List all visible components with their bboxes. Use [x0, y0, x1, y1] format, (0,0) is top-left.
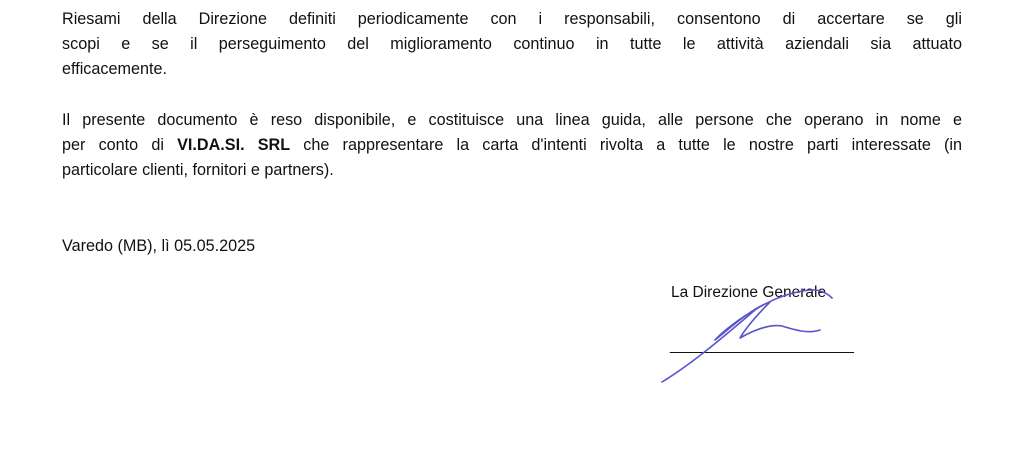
paragraph-riesami — [62, 7, 962, 82]
place-and-date: Varedo (MB), lì 05.05.2025 — [62, 237, 256, 255]
signature-title: La Direzione Generale — [671, 284, 827, 301]
company-name: VI.DA.SI. SRL — [177, 136, 291, 154]
text-segment: che rappresentare la carta d'intenti rivolta a tutte le nostre parti interessate (in — [290, 136, 962, 154]
paragraph-documento — [62, 108, 962, 183]
text-segment: per conto di — [62, 136, 178, 154]
paragraph-line: Il presente documento è reso disponibile, e costituisce una linea guida, alle persone che operano in nome e — [62, 111, 962, 129]
signature-underline: ________________________ — [670, 337, 853, 354]
paragraph-line: particolare clienti, fornitori e partners). — [62, 161, 334, 179]
paragraph-line: efficacemente. — [62, 60, 167, 78]
paragraph-line — [62, 133, 962, 158]
signature-block — [660, 280, 860, 390]
paragraph-line: Riesami della Direzione definiti periodicamente con i responsabili, consentono di accertare se gli — [62, 10, 962, 28]
paragraph-line: scopi e se il perseguimento del miglioramento continuo in tutte le attività aziendali sia attuato — [62, 35, 962, 53]
handwritten-signature — [660, 280, 860, 390]
